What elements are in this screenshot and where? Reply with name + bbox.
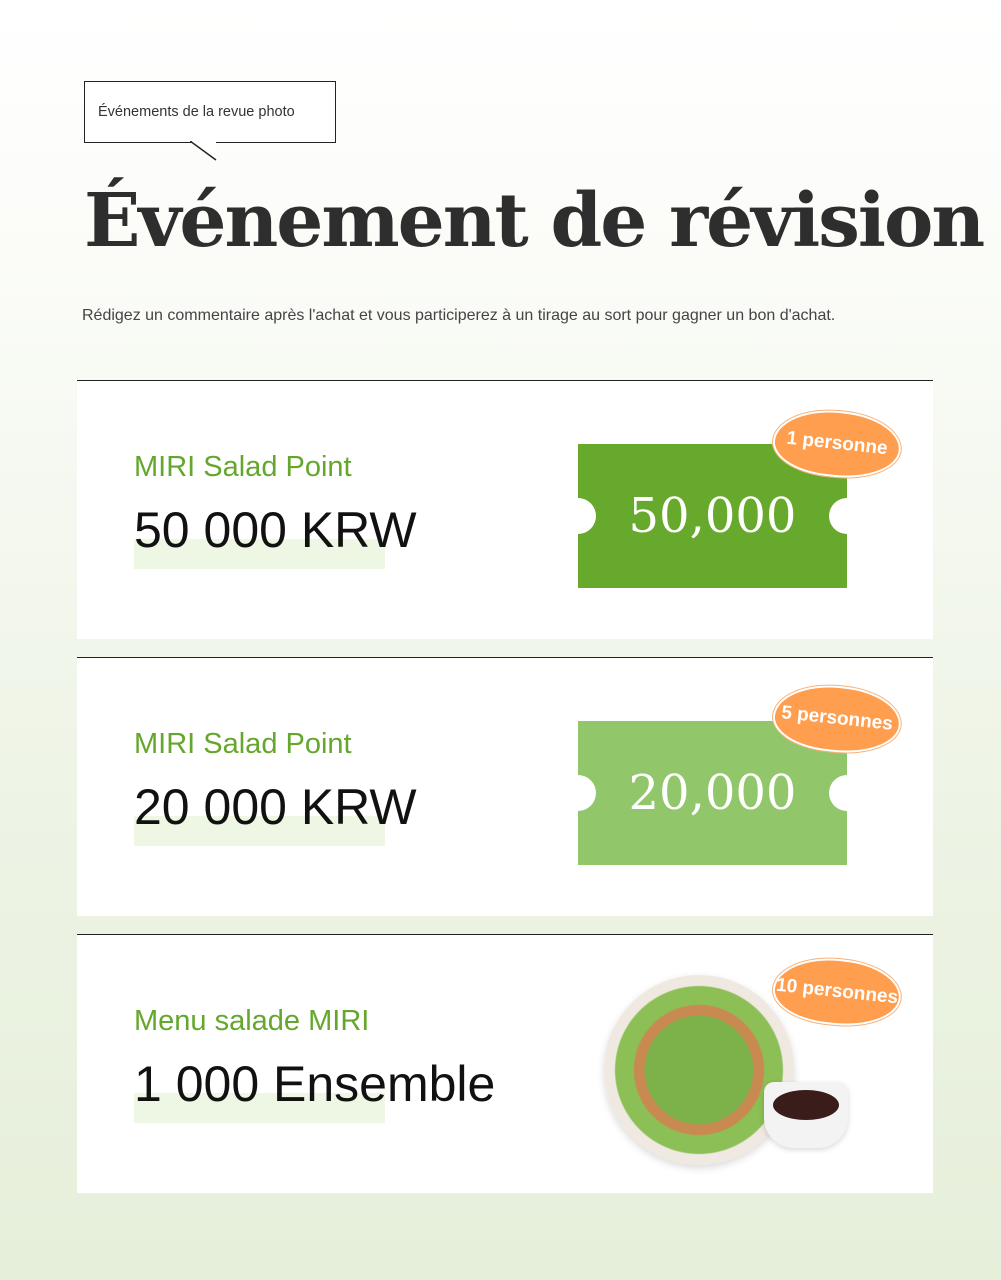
winners-badge: 5 personnes [770, 679, 904, 758]
salad-bowl-image [604, 975, 794, 1165]
page-subtitle: Rédigez un commentaire après l'achat et vous participerez à un tirage au sort pour gagner un bon d'achat. [82, 307, 836, 324]
prize-name: MIRI Salad Point [134, 451, 352, 483]
winners-badge: 1 personne [770, 404, 904, 483]
prize-amount: 1 000 Ensemble [134, 1056, 496, 1112]
event-category-callout [84, 81, 336, 143]
prize-amount: 50 000 KRW [134, 502, 417, 558]
ticket-value: 50,000 [628, 488, 797, 544]
callout-tail [190, 141, 220, 161]
winners-badge: 10 personnes [770, 952, 904, 1031]
page-title: Événement de révision [84, 178, 984, 264]
dressing-cup-image [764, 1082, 848, 1148]
prize-amount: 20 000 KRW [134, 779, 417, 835]
prize-name: Menu salade MIRI [134, 1005, 370, 1037]
prize-card [77, 934, 933, 1193]
callout-label: Événements de la revue photo [98, 104, 295, 120]
prize-card [77, 380, 933, 639]
prize-name: MIRI Salad Point [134, 728, 352, 760]
prize-card [77, 657, 933, 916]
ticket-value: 20,000 [628, 765, 797, 821]
